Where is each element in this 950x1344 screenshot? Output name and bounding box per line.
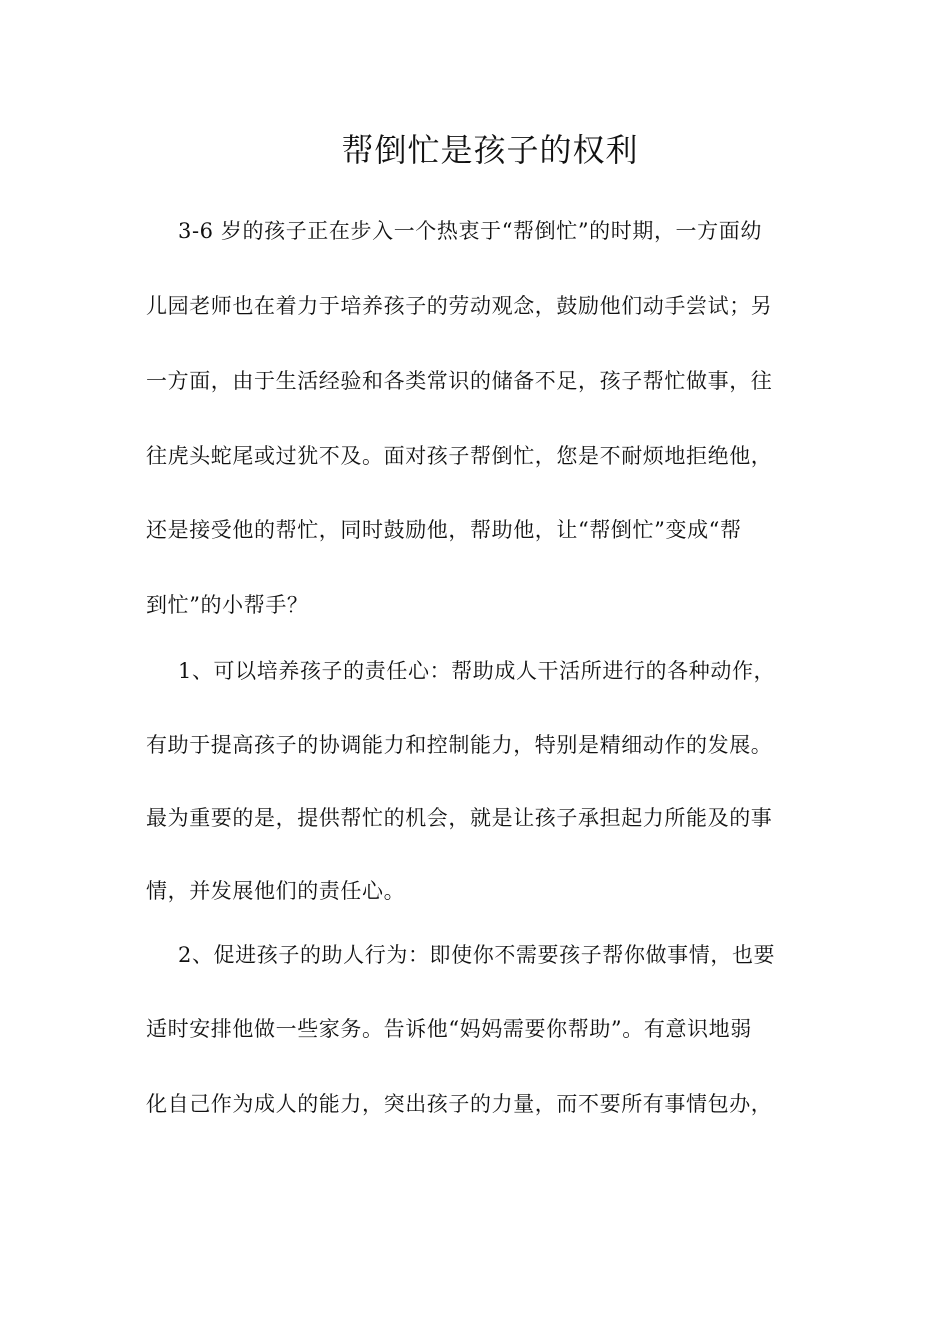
paragraph-intro-line-3: 一方面，由于生活经验和各类常识的储备不足，孩子帮忙做事，往: [146, 369, 773, 393]
paragraph-intro-line-6: 到忙”的小帮手？: [146, 593, 309, 617]
document-title: 帮倒忙是孩子的权利: [341, 131, 639, 169]
paragraph-intro-line-2: 儿园老师也在着力于培养孩子的劳动观念，鼓励他们动手尝试；另: [146, 294, 773, 318]
paragraph-intro-line-1: 3-6 岁的孩子正在步入一个热衷于“帮倒忙”的时期，一方面幼: [178, 219, 762, 243]
paragraph-point1-line-4: 情，并发展他们的责任心。: [146, 879, 406, 903]
paragraph-point1-line-2: 有助于提高孩子的协调能力和控制能力，特别是精细动作的发展。: [146, 733, 773, 757]
paragraph-point2-line-2: 适时安排他做一些家务。告诉他“妈妈需要你帮助”。有意识地弱: [146, 1017, 752, 1041]
paragraph-point2-line-1: 2、促进孩子的助人行为：即使你不需要孩子帮你做事情，也要: [178, 943, 776, 967]
paragraph-point1-line-3: 最为重要的是，提供帮忙的机会，就是让孩子承担起力所能及的事: [146, 806, 773, 830]
paragraph-intro-line-5: 还是接受他的帮忙，同时鼓励他，帮助他，让“帮倒忙”变成“帮: [146, 518, 742, 542]
paragraph-point2-line-3: 化自己作为成人的能力，突出孩子的力量，而不要所有事情包办，: [146, 1092, 773, 1116]
paragraph-intro-line-4: 往虎头蛇尾或过犹不及。面对孩子帮倒忙，您是不耐烦地拒绝他，: [146, 444, 773, 468]
paragraph-point1-line-1: 1、可以培养孩子的责任心：帮助成人干活所进行的各种动作，: [178, 659, 776, 683]
